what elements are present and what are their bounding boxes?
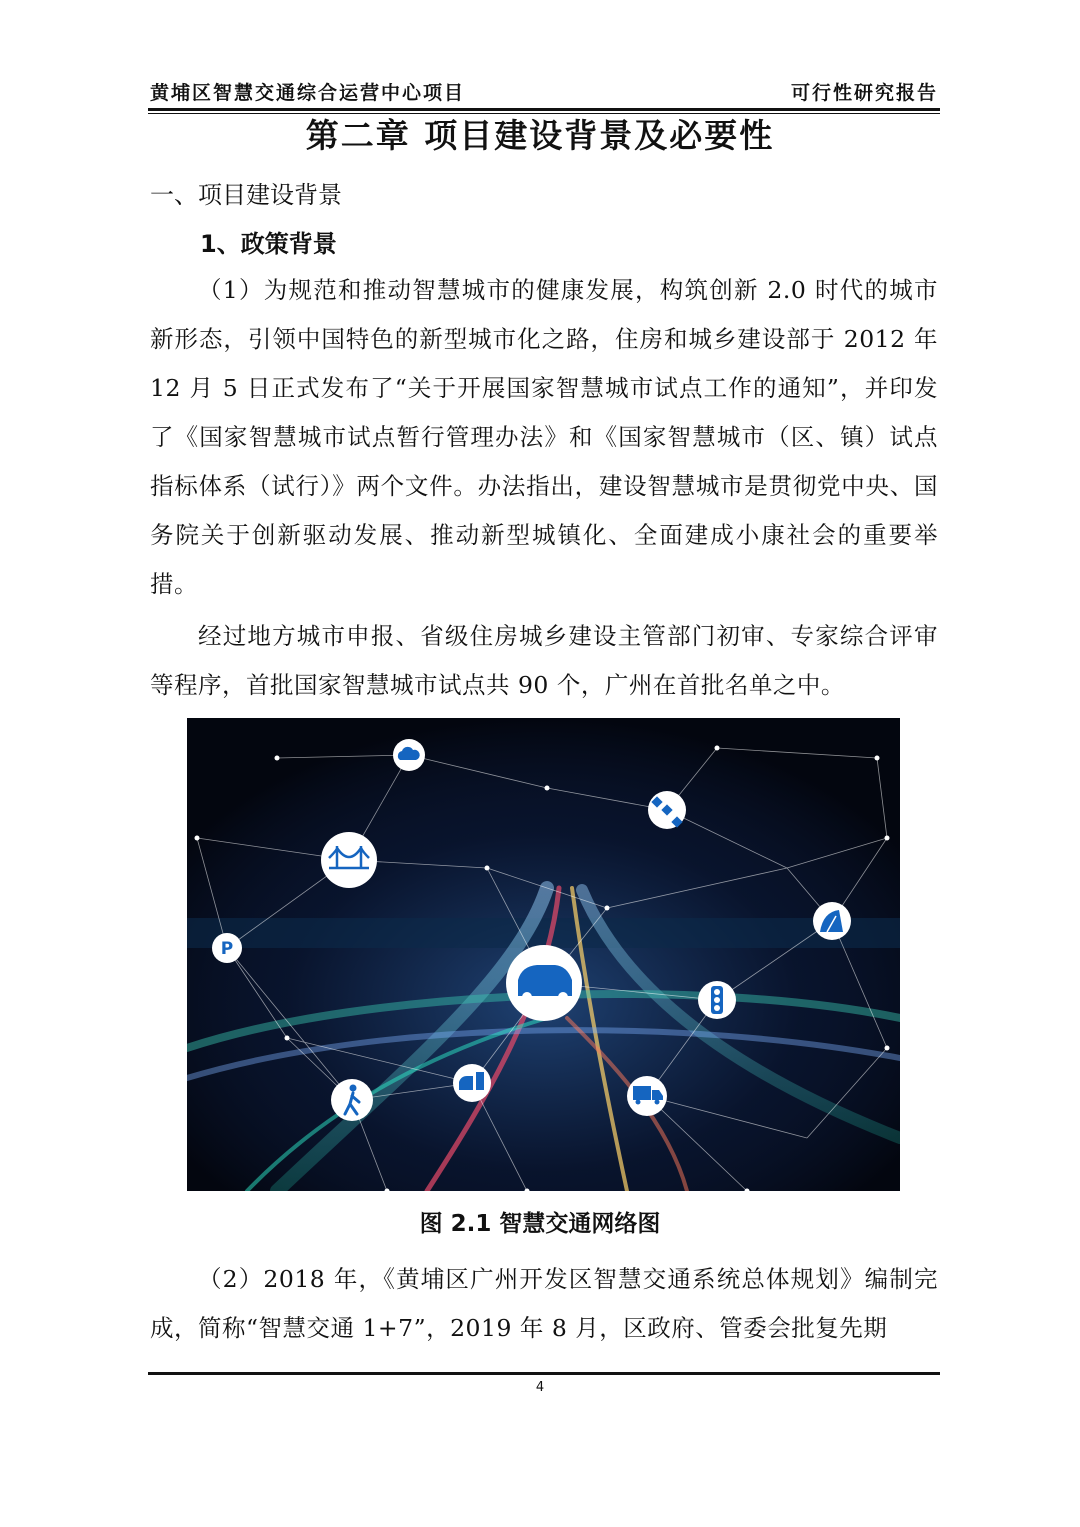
figure-illustration <box>187 718 900 1191</box>
subsection-heading: 1、政策背景 <box>200 230 337 258</box>
smart-traffic-network-figure <box>187 718 900 1191</box>
satellite-icon <box>648 791 686 829</box>
traffic-light-icon <box>698 981 736 1019</box>
charging-station-icon <box>453 1064 491 1102</box>
parking-icon <box>212 933 242 963</box>
page-number: 4 <box>535 1380 545 1395</box>
truck-icon <box>627 1076 667 1116</box>
chapter-title: 第二章 项目建设背景及必要性 <box>305 116 775 155</box>
car-icon <box>506 945 582 1021</box>
header-report-type: 可行性研究报告 <box>790 82 938 104</box>
footer-rule <box>148 1372 940 1375</box>
cloud-icon <box>393 739 425 771</box>
tunnel-icon <box>813 902 851 940</box>
figure-caption: 图 2.1 智慧交通网络图 <box>419 1211 661 1237</box>
svg-text:P: P <box>220 939 234 959</box>
paragraph-policy-3: （2）2018 年，《黄埔区广州开发区智慧交通系统总体规划》编制完成，简称“智慧交通 1+7”，2019 年 8 月，区政府、管委会批复先期 <box>150 1265 938 1342</box>
pedestrian-icon <box>331 1079 373 1121</box>
bridge-icon <box>321 832 377 888</box>
section-heading: 一、项目建设背景 <box>150 181 342 209</box>
header-project-name: 黄埔区智慧交通综合运营中心项目 <box>150 82 466 104</box>
paragraph-policy-1: （1）为规范和推动智慧城市的健康发展，构筑创新 2.0 时代的城市新形态，引领中国特色的新型城市化之路，住房和城乡建设部于 2012 年 12 月 5 日正式发布了“关于开展国家智慧城市试点工作的通知”，并印发了《国家智慧城市试点暂行管理办法》和《国家智慧城市（区、镇）试点指标体系（试行）》两个文件。办法指出，建设智慧城市是贯彻党中央、国务院关于创新驱动发展、推动新型城镇化、全面建成小康社会的重要举措。 <box>150 276 938 598</box>
paragraph-policy-2: 经过地方城市申报、省级住房城乡建设主管部门初审、专家综合评审等程序，首批国家智慧城市试点共 90 个，广州在首批名单之中。 <box>150 622 938 699</box>
